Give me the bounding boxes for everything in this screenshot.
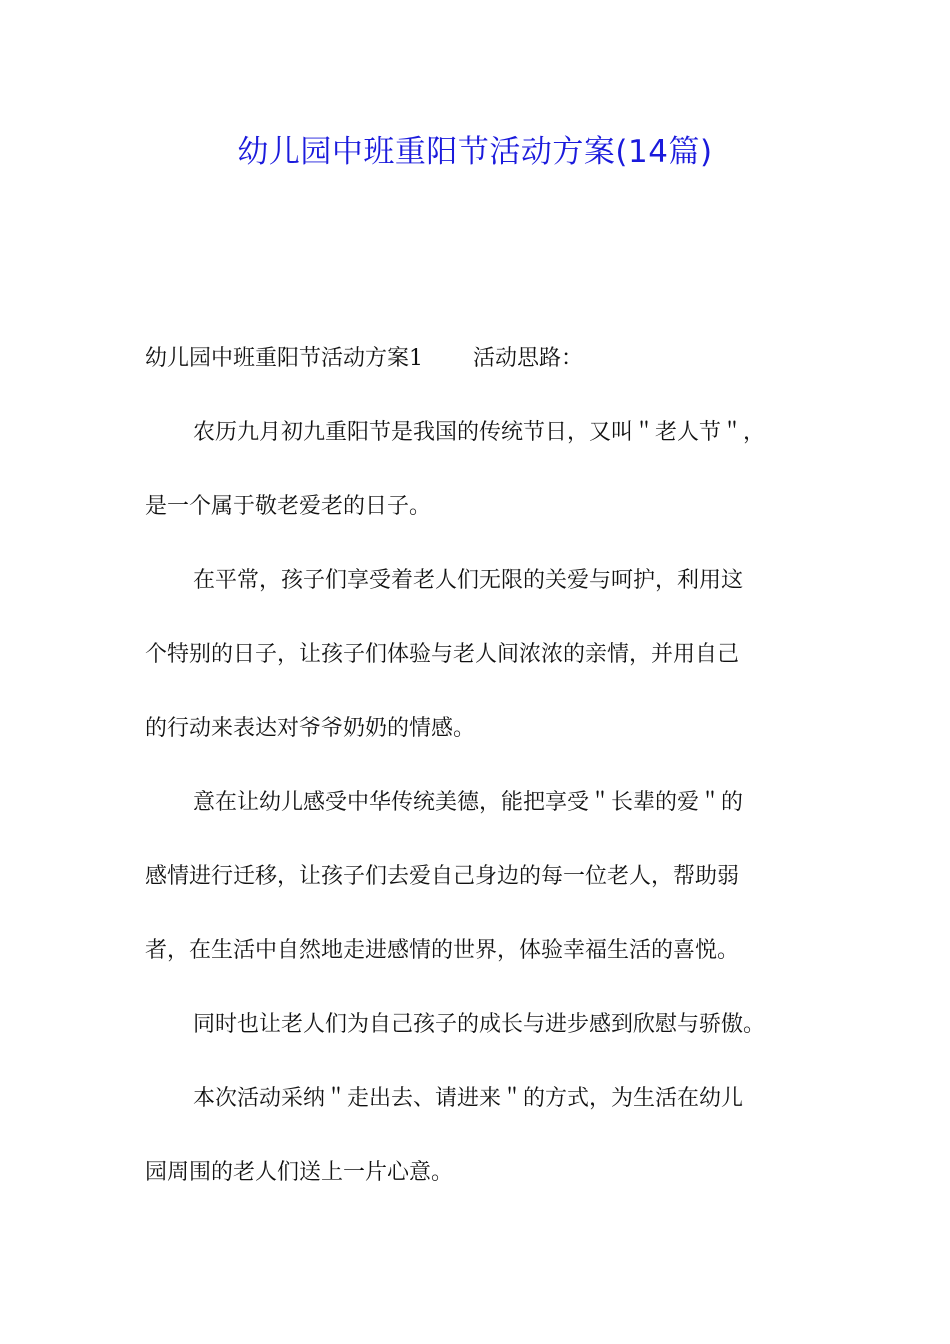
text-line: 在平常，孩子们享受着老人们无限的关爱与呵护，利用这: [193, 568, 744, 593]
text-line: 园周围的老人们送上一片心意。: [145, 1160, 454, 1185]
text-line: 意在让幼儿感受中华传统美德，能把享受＂长辈的爱＂的: [193, 790, 744, 815]
text-line: 本次活动采纳＂走出去、请进来＂的方式，为生活在幼儿: [193, 1086, 744, 1111]
section-subheading: 活动思路：: [473, 346, 584, 371]
text-line: 同时也让老人们为自己孩子的成长与进步感到欣慰与骄傲。: [193, 1012, 766, 1037]
document-body: [145, 322, 845, 1210]
text-line: 的行动来表达对爷爷奶奶的情感。: [145, 716, 476, 741]
heading-line: [145, 322, 845, 396]
text-line: 是一个属于敬老爱老的日子。: [145, 494, 432, 519]
text-line: 个特别的日子，让孩子们体验与老人间浓浓的亲情，并用自己: [145, 642, 740, 667]
text-line: 农历九月初九重阳节是我国的传统节日，又叫＂老人节＂，: [193, 420, 766, 445]
section-heading: 幼儿园中班重阳节活动方案1: [145, 346, 423, 371]
text-line: 感情进行迁移，让孩子们去爱自己身边的每一位老人，帮助弱: [145, 864, 740, 889]
document-title: 幼儿园中班重阳节活动方案(14篇): [237, 134, 713, 170]
text-line: 者，在生活中自然地走进感情的世界，体验幸福生活的喜悦。: [145, 938, 740, 963]
